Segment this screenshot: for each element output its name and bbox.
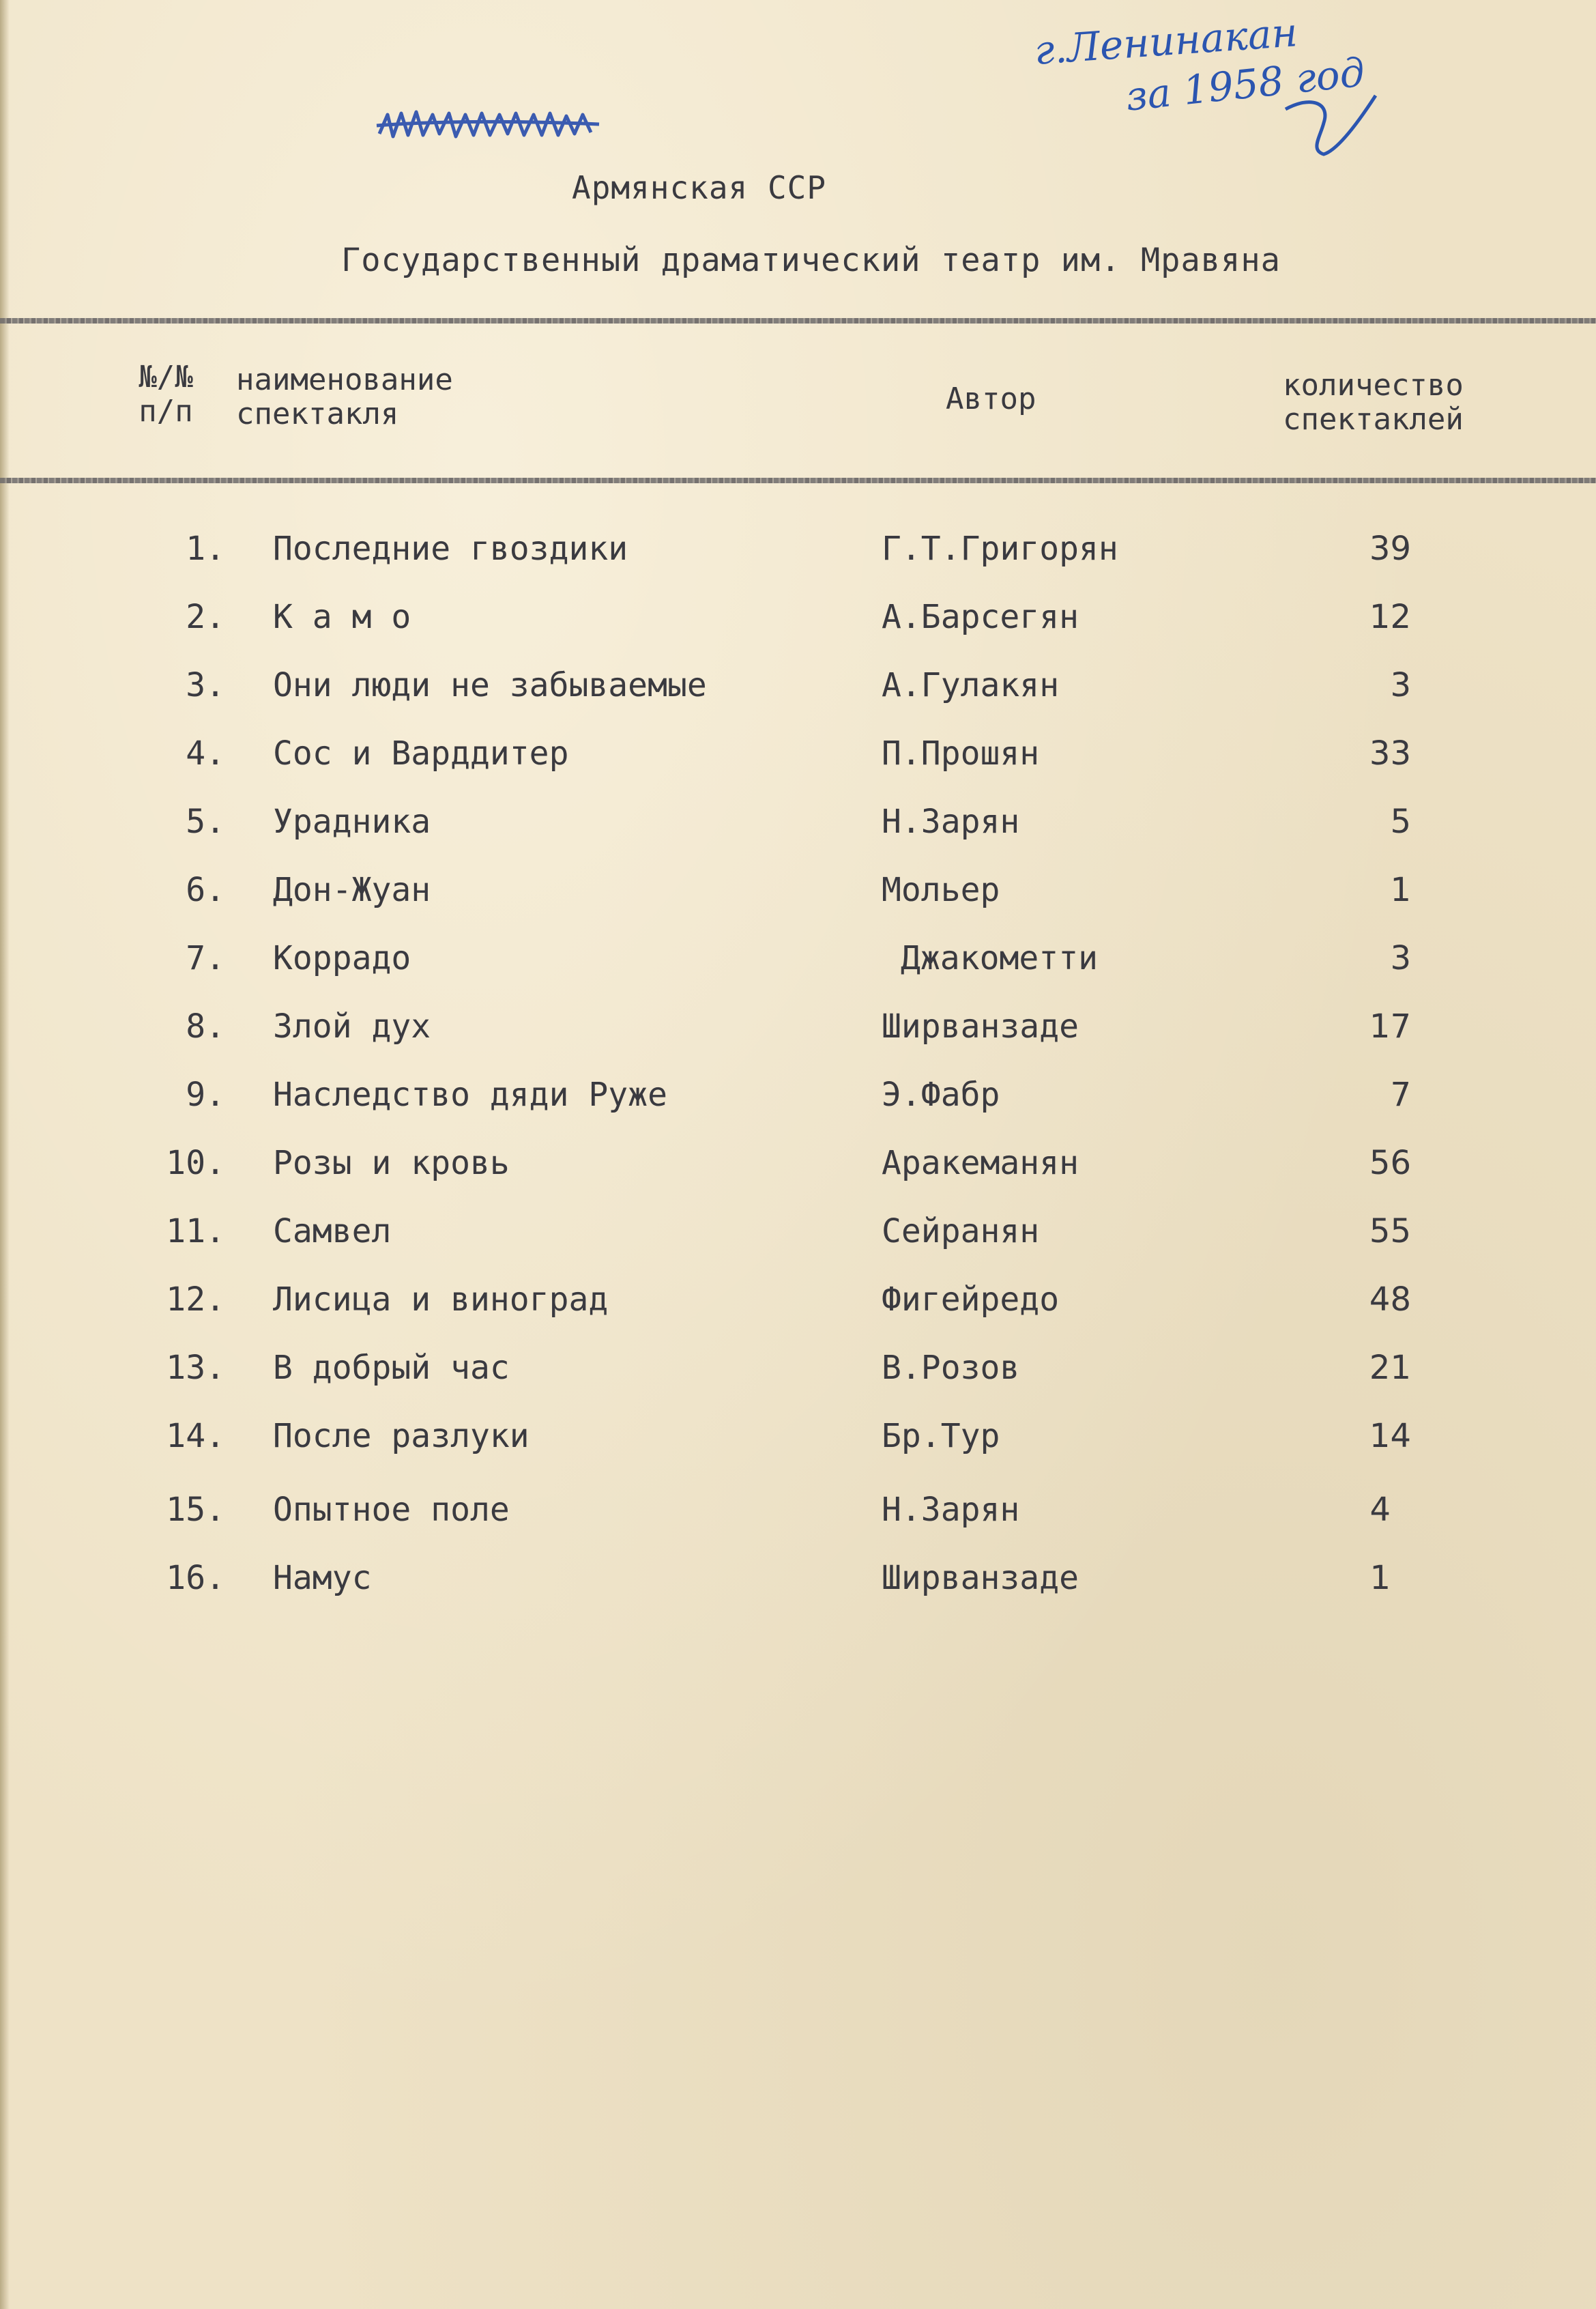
performance-count: 4 xyxy=(1369,1491,1391,1529)
performance-count: 21 xyxy=(1369,1349,1411,1387)
performance-count: 33 xyxy=(1369,734,1411,773)
table-row xyxy=(0,1417,1596,1465)
row-number: 10. xyxy=(166,1144,225,1182)
row-number: 3. xyxy=(186,666,225,704)
row-number: 12. xyxy=(166,1280,225,1319)
row-number: 15. xyxy=(166,1491,225,1529)
table-row xyxy=(0,1007,1596,1055)
play-author: Ширванзаде xyxy=(882,1007,1079,1046)
play-author: Э.Фабр xyxy=(882,1076,1000,1114)
row-number: 7. xyxy=(186,939,225,977)
performance-count: 3 xyxy=(1390,939,1411,977)
play-title: Наследство дяди Руже xyxy=(273,1076,667,1114)
row-number: 13. xyxy=(166,1349,225,1387)
play-author: Аракеманян xyxy=(882,1144,1079,1182)
play-title: Злой дух xyxy=(273,1007,431,1046)
performance-count: 3 xyxy=(1390,666,1411,704)
play-title: Последние гвоздики xyxy=(273,530,628,568)
performance-count: 17 xyxy=(1369,1007,1411,1046)
column-header-title: наименование спектакля xyxy=(236,362,453,431)
column-header-count: количество спектаклей xyxy=(1283,368,1464,437)
play-title: После разлуки xyxy=(273,1417,529,1455)
performance-count: 14 xyxy=(1369,1417,1411,1455)
table-row xyxy=(0,1349,1596,1396)
table-row xyxy=(0,1491,1596,1538)
play-title: Розы и кровь xyxy=(273,1144,510,1182)
play-author: Джакометти xyxy=(901,939,1098,977)
handwritten-city-note: г.Ленинакан xyxy=(1032,9,1299,74)
performance-count: 55 xyxy=(1369,1212,1411,1250)
performance-count: 39 xyxy=(1369,530,1411,568)
play-author: В.Розов xyxy=(882,1349,1020,1387)
table-row xyxy=(0,871,1596,919)
play-author: Сейранян xyxy=(882,1212,1040,1250)
table-row xyxy=(0,939,1596,987)
table-row xyxy=(0,1280,1596,1328)
table-row xyxy=(0,666,1596,714)
play-author: П.Прошян xyxy=(882,734,1040,773)
play-author: А.Гулакян xyxy=(882,666,1060,704)
play-author: Мольер xyxy=(882,871,1000,909)
table-row xyxy=(0,1212,1596,1260)
column-header-author: Автор xyxy=(946,382,1036,416)
table-row xyxy=(0,1144,1596,1192)
row-number: 16. xyxy=(166,1559,225,1597)
performance-count: 1 xyxy=(1369,1559,1391,1597)
performance-count: 7 xyxy=(1390,1076,1411,1114)
play-author: Н.Зарян xyxy=(882,803,1020,841)
play-title: Лисица и виноград xyxy=(273,1280,609,1319)
row-number: 8. xyxy=(186,1007,225,1046)
row-number: 11. xyxy=(166,1212,225,1250)
row-number: 1. xyxy=(186,530,225,568)
performance-count: 56 xyxy=(1369,1144,1411,1182)
table-row xyxy=(0,734,1596,782)
table-row xyxy=(0,598,1596,646)
play-title: Опытное поле xyxy=(273,1491,510,1529)
table-row xyxy=(0,1559,1596,1607)
performance-count: 5 xyxy=(1390,803,1411,841)
theater-heading: Государственный драматический театр им. Мравяна xyxy=(341,242,1281,279)
handwritten-year-note: за 1958 год xyxy=(1123,48,1367,120)
row-number: 4. xyxy=(186,734,225,773)
play-author: Г.Т.Григорян xyxy=(882,530,1118,568)
table-row xyxy=(0,803,1596,850)
play-title: Самвел xyxy=(273,1212,392,1250)
play-title: Намус xyxy=(273,1559,372,1597)
play-author: Фигейредо xyxy=(882,1280,1060,1319)
play-title: Дон-Жуан xyxy=(273,871,431,909)
play-author: Бр.Тур xyxy=(882,1417,1000,1455)
play-title: Они люди не забываемые xyxy=(273,666,707,704)
row-number: 2. xyxy=(186,598,225,636)
performance-count: 48 xyxy=(1369,1280,1411,1319)
performance-count: 12 xyxy=(1369,598,1411,636)
play-title: Урадника xyxy=(273,803,431,841)
table-row xyxy=(0,1076,1596,1123)
play-author: Н.Зарян xyxy=(882,1491,1020,1529)
play-author: А.Барсегян xyxy=(882,598,1079,636)
play-title: В добрый час xyxy=(273,1349,510,1387)
performance-count: 1 xyxy=(1390,871,1411,909)
table-row xyxy=(0,530,1596,577)
republic-heading: Армянская ССР xyxy=(572,169,827,206)
row-number: 14. xyxy=(166,1417,225,1455)
play-author: Ширванзаде xyxy=(882,1559,1079,1597)
row-number: 5. xyxy=(186,803,225,841)
play-title: К а м о xyxy=(273,598,411,636)
row-number: 6. xyxy=(186,871,225,909)
play-title: Сос и Варддитер xyxy=(273,734,569,773)
column-header-number: №/№ п/п xyxy=(139,360,193,429)
row-number: 9. xyxy=(186,1076,225,1114)
play-title: Коррадо xyxy=(273,939,411,977)
